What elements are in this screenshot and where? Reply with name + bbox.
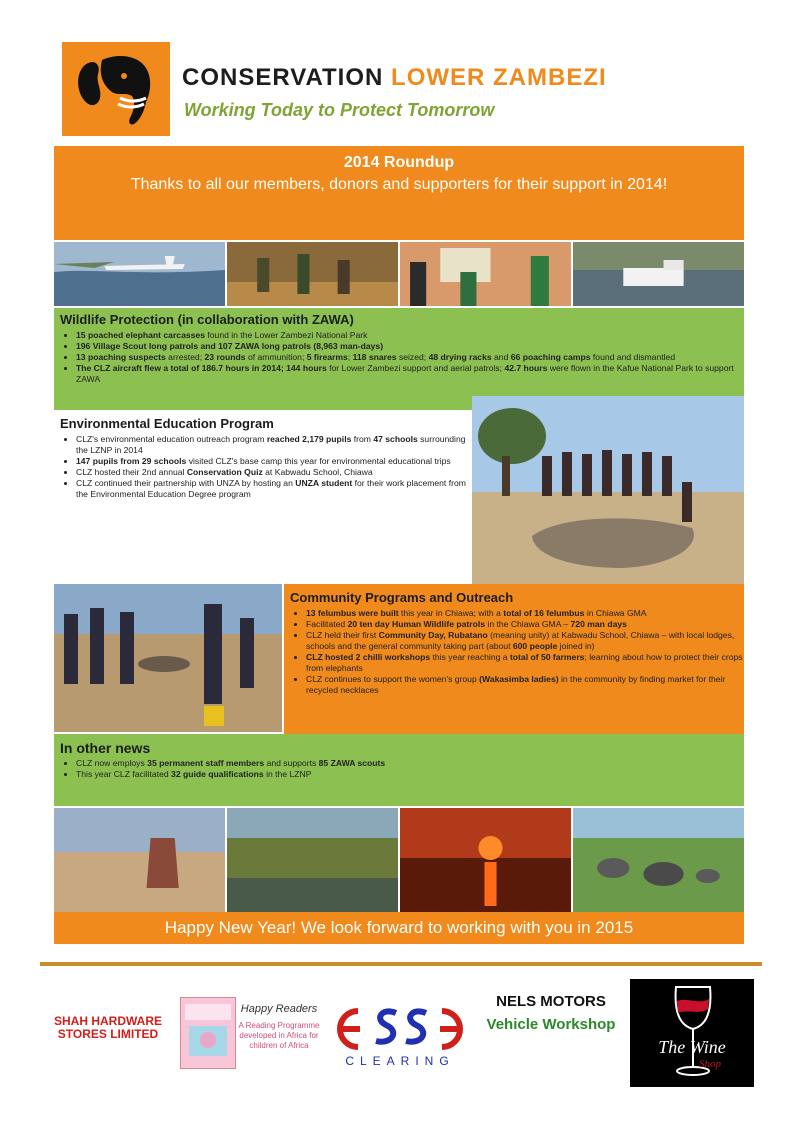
education-group-photo <box>472 396 744 584</box>
elephant-icon <box>62 42 170 136</box>
happy-readers-book-icon <box>180 997 236 1069</box>
list-item: • 13 felumbus were built this year in Chiawa; with a total of 16 felumbus in Chiawa GMA <box>306 608 754 619</box>
list-item: • CLZ continues to support the women's group (Wakasimba ladies) in the community by finding market for their recycled necklaces <box>306 674 754 696</box>
roundup-banner <box>54 146 744 240</box>
list-item: • 13 poaching suspects arrested; 23 rounds of ammunition; 5 firearms; 118 snares seized; 48 drying racks and 66 poaching camps found and dismantled <box>76 352 746 363</box>
wildlife-list <box>62 330 746 385</box>
list-item: • CLZ hosted their 2nd annual Conservation Quiz at Kabwadu School, Chiawa <box>76 467 476 478</box>
grassland-photo <box>227 808 398 912</box>
news-list <box>62 758 746 780</box>
community-section <box>284 584 744 734</box>
esse-clearing-logo <box>330 997 470 1069</box>
list-item: • 147 pupils from 29 schools visited CLZ's base camp this year for environmental educational trips <box>76 456 476 467</box>
school-visit-photo <box>400 242 571 306</box>
nels-motors-subtitle: Vehicle Workshop <box>486 1016 616 1033</box>
title-conservation: CONSERVATION <box>182 64 384 91</box>
happy-readers-logo <box>236 1003 322 1051</box>
sponsor-divider <box>40 962 762 966</box>
list-item: • 15 poached elephant carcasses found in the Lower Zambezi National Park <box>76 330 746 341</box>
sunset-photo <box>400 808 571 912</box>
wine-sub: Shop <box>699 1058 721 1070</box>
list-item: • This year CLZ facilitated 32 guide qualifications in the LZNP <box>76 769 746 780</box>
community-title: Community Programs and Outreach <box>290 590 514 605</box>
sponsor-logos <box>40 975 762 1090</box>
elephants-photo <box>573 808 744 912</box>
patrol-vehicle-photo <box>573 242 744 306</box>
elephant-logo <box>62 42 170 136</box>
happy-readers-title: Happy Readers <box>240 1003 318 1015</box>
news-title: In other news <box>60 740 151 756</box>
wildlife-title: Wildlife Protection (in collaboration with ZAWA) <box>60 312 354 327</box>
wine-glass-icon <box>630 979 754 1087</box>
nels-motors-title: NELS MOTORS <box>496 993 606 1010</box>
roundup-subtitle: Thanks to all our members, donors and supporters for their support in 2014! <box>130 176 668 193</box>
scouts-photo <box>227 242 398 306</box>
esse-icon <box>330 997 470 1069</box>
list-item: • The CLZ aircraft flew a total of 186.7 hours in 2014; 144 hours for Lower Zambezi support and aerial patrols; 42.7 hours were flown in the Kafue National Park to support ZAWA <box>76 363 746 385</box>
aircraft-photo <box>54 242 225 306</box>
wildlife-protection-section <box>54 308 744 410</box>
title-lower-zambezi: LOWER ZAMBEZI <box>391 64 607 91</box>
list-item: • CLZ continued their partnership with UNZA by hosting an UNZA student for their work placement from the Environmental Education Degree program <box>76 478 476 500</box>
list-item: • Facilitated 20 ten day Human Wildlife patrols in the Chiawa GMA – 720 man days <box>306 619 754 630</box>
nels-motors-logo <box>476 993 626 1034</box>
happy-new-year-banner: Happy New Year! We look forward to working with you in 2015 <box>54 912 744 944</box>
list-item: • CLZ held their first Community Day, Rubatano (meaning unity) at Kabwadu School, Chiawa – with local lodges, schools and the general community taking part (about 600 people joined in) <box>306 630 754 652</box>
wine-shop-logo <box>630 979 754 1087</box>
kiln-landscape-photo <box>54 808 225 912</box>
education-title: Environmental Education Program <box>60 416 274 431</box>
happy-readers-subtitle: A Reading Programme developed in Africa for children of Africa <box>238 1021 320 1050</box>
list-item: • CLZ's environmental education outreach program reached 2,179 pupils from 47 schools surrounding the LZNP in 2014 <box>76 434 476 456</box>
other-news-section <box>54 734 744 806</box>
list-item: • 196 Village Scout long patrols and 107 ZAWA long patrols (8,963 man-days) <box>76 341 746 352</box>
education-section <box>54 412 472 580</box>
esse-word: CLEARING <box>345 1054 455 1068</box>
shah-hardware-logo: SHAH HARDWARE STORES LIMITED <box>54 1014 162 1041</box>
newsletter-poster <box>54 38 744 944</box>
top-photo-strip <box>54 242 744 306</box>
list-item: • CLZ now employs 35 permanent staff members and supports 85 ZAWA scouts <box>76 758 746 769</box>
community-well-photo <box>54 584 282 732</box>
wine-word: The Wine <box>658 1037 726 1057</box>
list-item: • CLZ hosted 2 chilli workshops this year reaching a total of 50 farmers; learning about how to protect their crops from elephants <box>306 652 754 674</box>
organisation-title <box>182 64 607 92</box>
roundup-title: 2014 Roundup <box>343 154 455 171</box>
community-list <box>292 608 754 696</box>
header <box>54 38 744 142</box>
bottom-photo-strip <box>54 808 744 912</box>
tagline: Working Today to Protect Tomorrow <box>184 100 495 120</box>
education-list <box>62 434 476 500</box>
